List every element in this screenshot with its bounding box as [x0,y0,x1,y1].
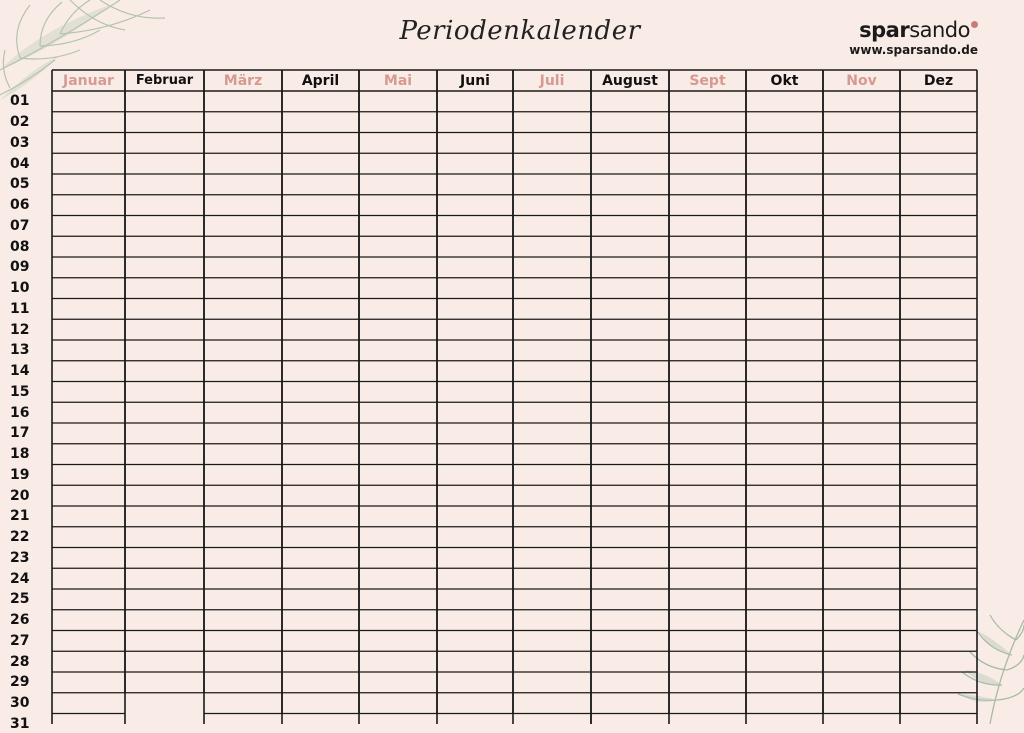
month-header: Juli [539,73,565,89]
day-number: 23 [10,549,30,566]
page-title: Periodenkalender [399,16,641,46]
day-number: 16 [10,404,30,421]
day-number: 19 [10,466,30,483]
day-number: 15 [10,383,30,400]
month-header: Januar [63,73,114,89]
day-number: 07 [10,217,30,234]
day-number: 17 [10,425,30,442]
brand-name-bold: spar [859,18,910,42]
brand-url: www.sparsando.de [849,43,978,57]
brand-name-light: sando [909,18,970,42]
day-number: 05 [10,176,30,193]
day-number: 27 [10,632,30,649]
day-number: 18 [10,446,30,463]
month-header: Sept [689,73,726,89]
day-number: 30 [10,695,30,712]
day-number: 11 [10,300,30,317]
month-header: Februar [135,73,194,88]
day-number: 10 [10,280,30,297]
day-number: 20 [10,487,30,504]
day-number: 06 [10,197,30,214]
month-header: Dez [923,73,954,89]
day-number: 24 [10,570,30,587]
day-number: 01 [10,93,30,110]
day-number: 31 [10,715,30,732]
day-number: 09 [10,259,30,276]
month-header: Mai [383,73,413,89]
day-number: 12 [10,321,30,338]
day-number: 14 [10,363,30,380]
month-header: April [301,73,340,89]
month-header: Juni [460,73,490,89]
day-number: 26 [10,612,30,629]
day-number: 13 [10,342,30,359]
day-number: 02 [10,114,30,131]
day-number: 25 [10,591,30,608]
day-number: 03 [10,134,30,151]
day-number: 29 [10,674,30,691]
day-number: 22 [10,529,30,546]
month-header: Okt [770,73,799,89]
day-number: 08 [10,238,30,255]
month-header: März [223,73,263,89]
day-number: 21 [10,508,30,525]
month-header: August [602,73,658,89]
day-number: 04 [10,155,30,172]
day-number: 28 [10,653,30,670]
month-header: Nov [846,73,877,89]
